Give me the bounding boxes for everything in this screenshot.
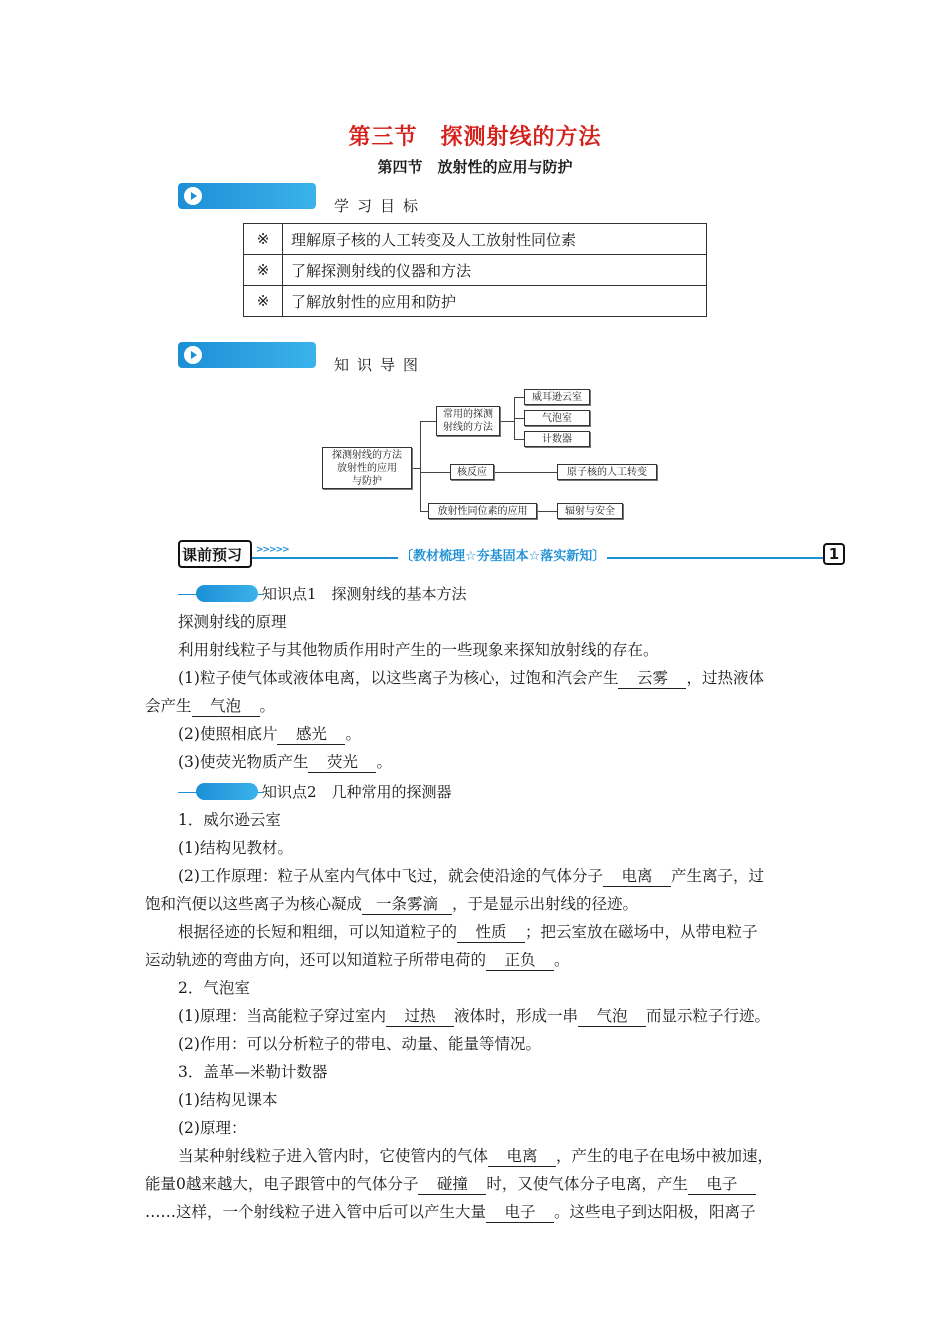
mm-connector xyxy=(420,511,428,512)
text-line: (1)结构见教材。 xyxy=(178,839,293,857)
kp-pill xyxy=(196,783,258,800)
text-line: ……这样，一个射线粒子进入管中后可以产生大量 电子 。这些电子到达阳极，阳离子 xyxy=(145,1203,756,1221)
mm-leaf-bubble-chamber: 气泡室 xyxy=(524,410,590,426)
mm-connector xyxy=(420,421,436,422)
mm-connector xyxy=(514,397,524,398)
section-pill-objectives xyxy=(178,183,316,209)
mm-connector xyxy=(537,511,557,512)
answer-blank: 气泡 xyxy=(578,1006,646,1027)
text-line: 1．威尔逊云室 xyxy=(178,811,281,829)
text-line: 2．气泡室 xyxy=(178,979,250,997)
play-icon xyxy=(184,187,202,205)
objectives-label: 学习目标 xyxy=(334,197,427,215)
text-line: (3)使荧光物质产生 荧光 。 xyxy=(178,753,392,771)
mm-leaf-counter: 计数器 xyxy=(524,431,590,447)
objective-text: 理解原子核的人工转变及人工放射性同位素 xyxy=(283,224,707,255)
text-line: (1)结构见课本 xyxy=(178,1091,278,1109)
text-line: 当某种射线粒子进入管内时，它使管内的气体 电离 ，产生的电子在电场中被加速， xyxy=(178,1147,774,1165)
banner-arrows: >>>>> xyxy=(256,545,289,555)
page-title: 第三节 探测射线的方法 xyxy=(348,125,602,150)
text-line: (1)粒子使气体或液体电离，以这些离子为核心，过饱和汽会产生 云雾 ，过热液体 xyxy=(178,669,764,687)
page-subtitle: 第四节 放射性的应用与防护 xyxy=(377,158,573,176)
text-line: 运动轨迹的弯曲方向，还可以知道粒子所带电荷的 正负 。 xyxy=(145,951,570,969)
mm-connector xyxy=(514,439,524,440)
table-row xyxy=(244,224,707,255)
text-line: (1)原理：当高能粒子穿过室内 过热 液体时，形成一串 气泡 而显示粒子行迹。 xyxy=(178,1007,770,1025)
text-line: 根据径迹的长短和粗细，可以知道粒子的 性质 ；把云室放在磁场中，从带电粒子 xyxy=(178,923,758,941)
kp-pill xyxy=(196,585,258,602)
section-pill-mindmap xyxy=(178,342,316,368)
play-icon xyxy=(184,346,202,364)
mm-leaf-transmutation: 原子核的人工转变 xyxy=(557,464,657,480)
answer-blank: 电离 xyxy=(488,1146,556,1167)
mm-connector xyxy=(500,421,514,422)
mm-branch-nuclear-reaction: 核反应 xyxy=(450,464,494,480)
mm-branch-isotope: 放射性同位素的应用 xyxy=(428,503,537,519)
answer-blank: 气泡 xyxy=(192,696,260,717)
mm-leaf-safety: 辐射与安全 xyxy=(557,503,623,519)
answer-blank: 过热 xyxy=(386,1006,454,1027)
answer-blank: 荧光 xyxy=(308,752,376,773)
text-line: 探测射线的原理 xyxy=(178,613,287,631)
answer-blank: 一条雾滴 xyxy=(362,894,452,915)
mm-connector xyxy=(514,418,524,419)
kp1-heading: 知识点1 探测射线的基本方法 xyxy=(262,585,467,603)
mm-leaf-cloud-chamber: 威耳逊云室 xyxy=(524,389,590,405)
objective-mark: ※ xyxy=(244,224,283,255)
text-line: (2)作用：可以分析粒子的带电、动量、能量等情况。 xyxy=(178,1035,541,1053)
text-line: 利用射线粒子与其他物质作用时产生的一些现象来探知放射线的存在。 xyxy=(178,641,659,659)
objectives-table xyxy=(243,223,707,317)
text-line: 能量0越来越大，电子跟管中的气体分子 碰撞 时，又使气体分子电离，产生 电子 xyxy=(145,1170,825,1198)
text-line: 3．盖革—米勒计数器 xyxy=(178,1063,328,1081)
answer-blank: 性质 xyxy=(457,922,525,943)
banner-label: 课前预习 xyxy=(182,546,243,564)
objective-mark: ※ xyxy=(244,286,283,317)
text-line: (2)工作原理：粒子从室内气体中飞过，就会使沿途的气体分子 电离 产生离子，过 xyxy=(178,867,764,885)
mm-branch-detect: 常用的探测 射线的方法 xyxy=(436,406,500,436)
banner-number: 1 xyxy=(823,543,845,565)
table-row xyxy=(244,255,707,286)
answer-blank: 感光 xyxy=(277,724,345,745)
objective-text: 了解探测射线的仪器和方法 xyxy=(283,255,707,286)
text-line: (2)原理： xyxy=(178,1119,247,1137)
answer-blank: 正负 xyxy=(486,950,554,971)
table-row xyxy=(244,286,707,317)
answer-blank: 电离 xyxy=(603,866,671,887)
answer-blank: 云雾 xyxy=(618,668,686,689)
mm-root: 探测射线的方法 放射性的应用 与防护 xyxy=(322,447,412,489)
mindmap-label: 知识导图 xyxy=(334,356,427,374)
text-line: (2)使照相底片 感光 。 xyxy=(178,725,361,743)
mm-connector xyxy=(420,472,450,473)
answer-blank: 电子 xyxy=(688,1174,756,1195)
banner-slogan: 〔教材梳理☆夯基固本☆落实新知〕 xyxy=(398,545,607,564)
objective-mark: ※ xyxy=(244,255,283,286)
objective-text: 了解放射性的应用和防护 xyxy=(283,286,707,317)
text-line: 会产生 气泡 。 xyxy=(145,697,276,715)
mm-connector xyxy=(420,421,421,511)
text-line: 饱和汽便以这些离子为核心凝成 一条雾滴 ，于是显示出射线的径迹。 xyxy=(145,895,639,913)
mm-connector xyxy=(493,472,557,473)
mm-connector xyxy=(412,468,420,469)
kp2-heading: 知识点2 几种常用的探测器 xyxy=(262,783,452,801)
answer-blank: 电子 xyxy=(486,1202,554,1223)
answer-blank: 碰撞 xyxy=(418,1174,486,1195)
